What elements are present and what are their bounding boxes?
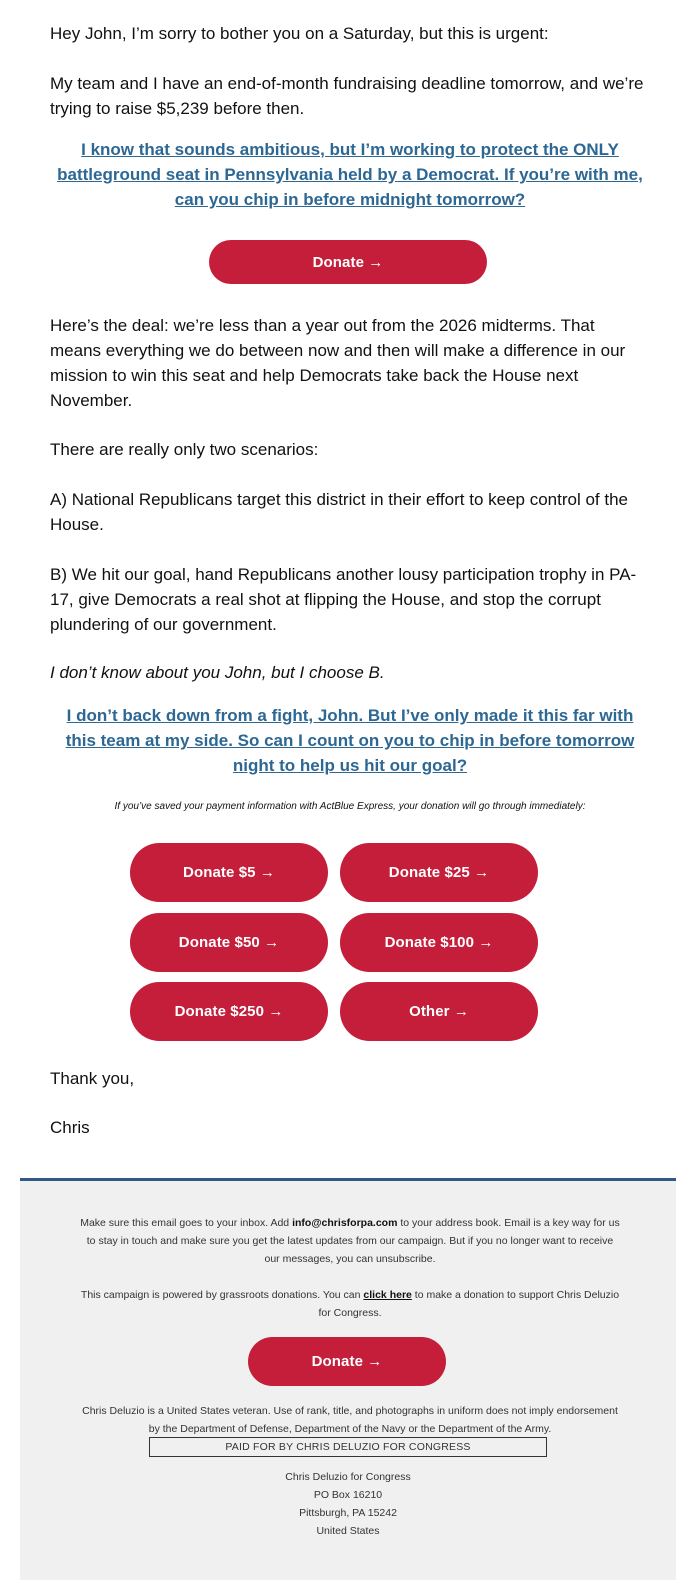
inbox-notice	[80, 1214, 620, 1268]
click-here-link[interactable]: click here	[363, 1289, 412, 1301]
footer-donate-button[interactable]: Donate →	[248, 1337, 446, 1386]
address-line-1: Chris Deluzio for Congress	[285, 1471, 411, 1483]
address-line-2: PO Box 16210	[313, 1489, 383, 1501]
veteran-disclaimer: Chris Deluzio is a United States veteran. Use of rank, title, and photographs in uniform does not imply endorsement by the Department of Defense, Department of the Navy or the Department of the Army.	[82, 1405, 618, 1435]
powered-notice	[80, 1286, 620, 1322]
donate-100-button[interactable]: Donate $100 →	[340, 913, 538, 972]
address-line-4: United States	[316, 1525, 380, 1537]
intro-paragraph: My team and I have an end-of-month fundraising deadline tomorrow, and we’re trying to raise $5,239 before then.	[50, 74, 644, 118]
powered-notice-pre: This campaign is powered by grassroots donations. You can	[80, 1289, 364, 1301]
contact-email[interactable]: info@chrisforpa.com	[292, 1217, 398, 1229]
donate-5-button[interactable]: Donate $5 →	[130, 843, 328, 902]
donate-250-button[interactable]: Donate $250 →	[130, 982, 328, 1041]
address-line-3: Pittsburgh, PA 15242	[299, 1507, 397, 1519]
powered-notice-post: to make a donation to support Chris Deluzio for Congress.	[318, 1289, 620, 1319]
choice-paragraph: I don’t know about you John, but I choose B.	[50, 663, 385, 682]
fight-link[interactable]: I don’t back down from a fight, John. But I’ve only made it this far with this team at my side. So can I count on you to chip in before tomorrow night to help us hit our goal?	[65, 706, 635, 775]
deal-paragraph: Here’s the deal: we’re less than a year out from the 2026 midterms. That means everything we do between now and then will make a difference in our mission to win this seat and help Democrats take back the House next November.	[50, 316, 626, 410]
actblue-express-note: If you’ve saved your payment information with ActBlue Express, your donation will go through immediately:	[114, 801, 586, 812]
donate-button[interactable]: Donate →	[209, 240, 487, 284]
donate-50-button[interactable]: Donate $50 →	[130, 913, 328, 972]
inbox-notice-post: to your address book. Email is a key way for us to stay in touch and make sure you get the latest updates from our campaign. But if you no longer want to receive our messages, you can unsubscribe.	[86, 1217, 620, 1265]
scenario-a-paragraph: A) National Republicans target this district in their effort to keep control of the House.	[50, 490, 628, 534]
paid-for-disclaimer: PAID FOR BY CHRIS DELUZIO FOR CONGRESS	[149, 1437, 547, 1457]
chip-in-link[interactable]: I know that sounds ambitious, but I’m working to protect the ONLY battleground seat in Pennsylvania held by a Democrat. If you’re with me, can you chip in before midnight tomorrow?	[57, 140, 643, 209]
greeting-text: Hey John, I’m sorry to bother you on a Saturday, but this is urgent:	[50, 24, 549, 43]
email-footer	[20, 1178, 676, 1580]
scenario-b-paragraph: B) We hit our goal, hand Republicans another lousy participation trophy in PA-17, give Democrats a real shot at flipping the House, and stop the corrupt plundering of our government.	[50, 565, 637, 634]
scenarios-paragraph: There are really only two scenarios:	[50, 440, 319, 459]
donate-25-button[interactable]: Donate $25 →	[340, 843, 538, 902]
signature-text: Chris	[50, 1118, 90, 1137]
donate-other-button[interactable]: Other →	[340, 982, 538, 1041]
thanks-text: Thank you,	[50, 1069, 135, 1088]
inbox-notice-pre: Make sure this email goes to your inbox. Add	[80, 1217, 293, 1229]
